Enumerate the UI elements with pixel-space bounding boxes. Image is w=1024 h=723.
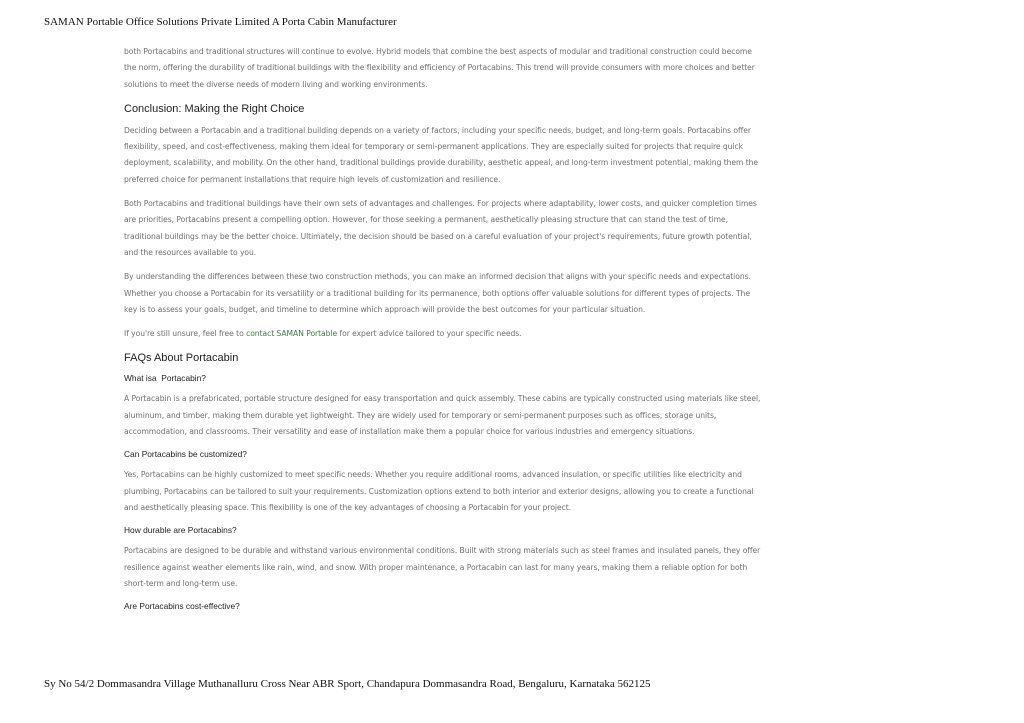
faq-answer: Portacabins are designed to be durable and withstand various environmental conditions. Built with strong materials such as steel frames and insulated panels, they offer resilience against weather elements like rain, wind, and snow. With proper maintenance, a Portacabin can last for many years, making them a reliable option for both short-term and long-term use. [124, 546, 761, 588]
faqs-heading: FAQs About Portacabin [124, 352, 239, 365]
faq-question: Are Portacabins cost-effective? [124, 601, 240, 612]
faq-answer: Yes, Portacabins can be highly customized to meet specific needs. Whether you require additional rooms, advanced insulation, or specific utilities like electricity and plumbing, Portacabins can be tailored to suit your requirements. Customization options extend to both interior and exterior designs, allowing you to create a functional and aesthetically pleasing space. This flexibility is one of the key advantages of choosing a Portacabin for your project. [124, 470, 754, 512]
conclusion-paragraph: Both Portacabins and traditional buildings have their own sets of advantages and challenges. For projects where adaptability, lower costs, and quicker completion times are priorities, Portacabins present a compelling option. However, for those seeking a permanent, aesthetically pleasing structure that can stand the test of time, traditional buildings may be the better choice. Ultimately, the decision should be based on a careful evaluation of your project's requirements, future growth potential, and the resources available to you. [124, 199, 757, 257]
conclusion-paragraph: By understanding the differences between these two construction methods, you can make an informed decision that aligns with your specific needs and expectations. Whether you choose a Portacabin for its versatility or a traditional building for its permanence, both options offer valuable solutions for different types of projects. The key is to assess your goals, budget, and timeline to determine which approach will provide the best outcomes for your particular situation. [124, 272, 751, 314]
conclusion-paragraph: Deciding between a Portacabin and a traditional building depends on a variety of factors, including your specific needs, budget, and long-term goals. Portacabins offer flexibility, speed, and cost-effectiveness, making them ideal for temporary or semi-permanent applications. They are especially suited for projects that require quick deployment, scalability, and mobility. On the other hand, traditional buildings provide durability, aesthetic appeal, and long-term investment potential, making them the preferred choice for permanent installations that require high levels of customization and resilience. [124, 125, 759, 184]
contact-paragraph [124, 326, 764, 342]
contact-text-after: for expert advice tailored to your specific needs. [337, 329, 522, 339]
conclusion-heading: Conclusion: Making the Right Choice [124, 102, 305, 115]
faq-answer: A Portacabin is a prefabricated, portable structure designed for easy transportation and quick assembly. These cabins are typically constructed using materials like steel, aluminum, and timber, making them durable yet lightweight. They are widely used for temporary or semi-permanent purposes such as offices, storage units, accommodation, and classrooms. Their versatility and ease of installation make them a popular choice for various industries and emergency situations. [124, 394, 761, 437]
article-content [124, 44, 764, 619]
intro-paragraph: both Portacabins and traditional structures will continue to evolve. Hybrid models that combine the best aspects of modular and traditional construction could become the norm, offering the durability of traditional buildings with the flexibility and efficiency of Portacabins. This trend will provide consumers with more choices and better solutions to meet the diverse needs of modern living and working environments. [124, 47, 755, 89]
faq-question: Can Portacabins be customized? [124, 449, 247, 460]
faq-question: What isa Portacabin? [124, 373, 206, 384]
faq-question: How durable are Portacabins? [124, 525, 237, 536]
contact-saman-link[interactable]: contact SAMAN Portable [246, 329, 338, 339]
contact-text-before: If you're still unsure, feel free to [124, 329, 247, 339]
page-footer-address: Sy No 54/2 Dommasandra Village Muthanalluru Cross Near ABR Sport, Chandapura Dommasandra Road, Bengaluru, Karnataka 562125 [44, 678, 651, 690]
page-header-title: SAMAN Portable Office Solutions Private Limited A Porta Cabin Manufacturer [44, 16, 397, 28]
